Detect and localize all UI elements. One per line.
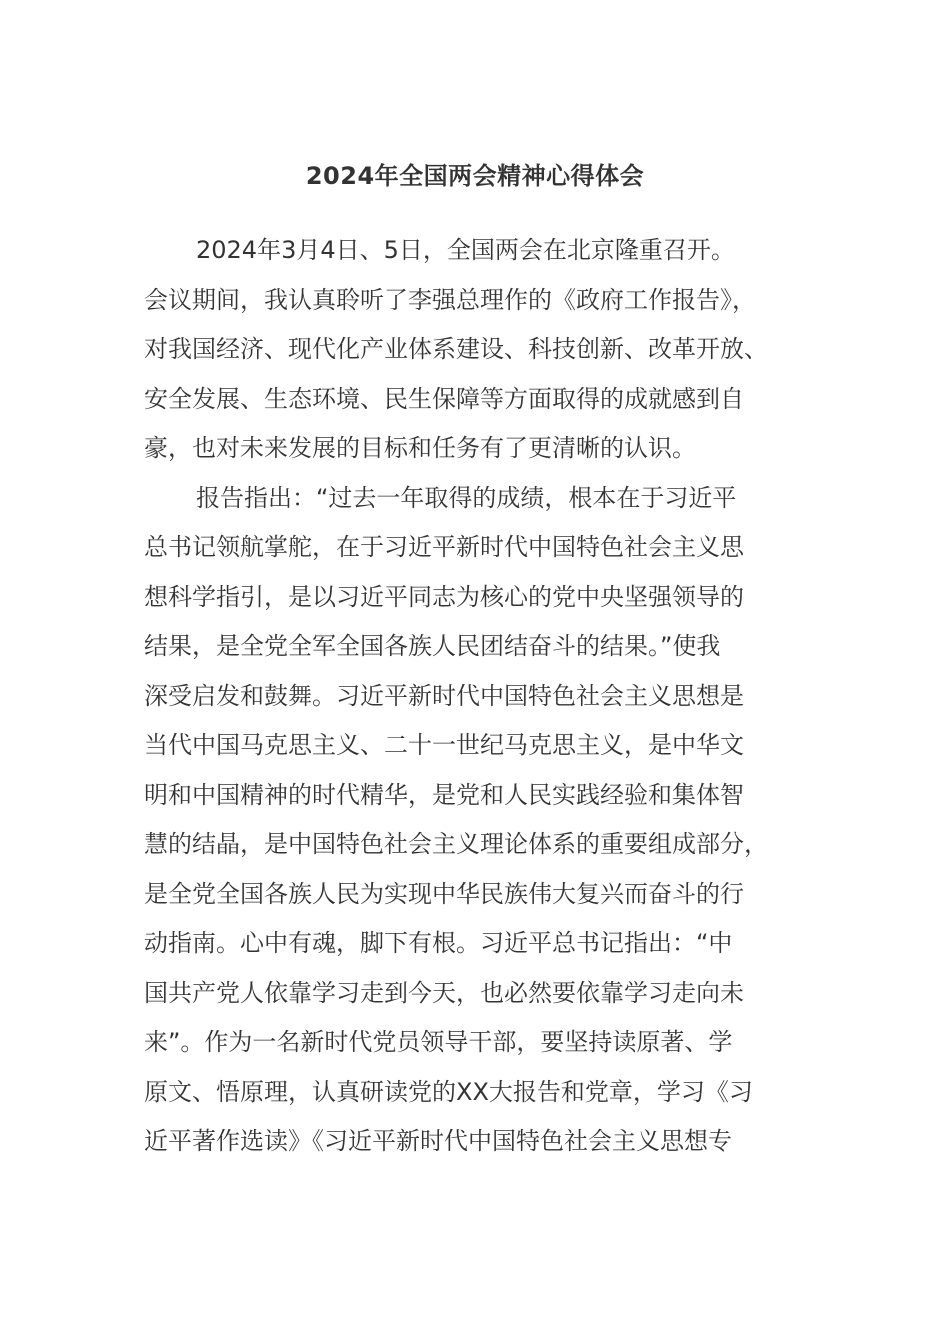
paragraph-line: 明和中国精神的时代精华，是党和人民实践经验和集体智 [144, 780, 744, 809]
paragraph-line: 总书记领航掌舵，在于习近平新时代中国特色社会主义思 [144, 533, 744, 561]
paragraph-line: 近平著作选读》《习近平新时代中国特色社会主义思想专 [144, 1127, 732, 1155]
paragraph-line: 安全发展、生态环境、民生保障等方面取得的成就感到自 [144, 384, 744, 413]
paragraph-line: 2024年3月4日、5日，全国两会在北京隆重召开。 [196, 236, 735, 264]
paragraph-line: 原文、悟原理，认真研读党的XX大报告和党章，学习《习 [144, 1077, 753, 1106]
paragraph-line: 结果，是全党全军全国各族人民团结奋斗的结果。”使我 [144, 632, 721, 660]
paragraph-line: 报告指出：“过去一年取得的成绩，根本在于习近平 [196, 483, 737, 512]
paragraph-2 [144, 474, 804, 1167]
paragraph-line: 是全党全国各族人民为实现中华民族伟大复兴而奋斗的行 [144, 879, 744, 908]
paragraph-line: 慧的结晶，是中国特色社会主义理论体系的重要组成部分， [144, 830, 768, 858]
document-body [144, 226, 804, 1167]
paragraph-line: 当代中国马克思主义、二十一世纪马克思主义，是中华文 [144, 731, 744, 759]
paragraph-line: 深受启发和鼓舞。习近平新时代中国特色社会主义思想是 [144, 681, 744, 710]
paragraph-line: 会议期间，我认真聆听了李强总理作的《政府工作报告》， [144, 285, 756, 314]
paragraph-line: 国共产党人依靠学习走到今天，也必然要依靠学习走向未 [144, 978, 744, 1007]
paragraph-line: 豪，也对未来发展的目标和任务有了更清晰的认识。 [144, 434, 696, 462]
paragraph-line: 想科学指引，是以习近平同志为核心的党中央坚强领导的 [144, 582, 744, 611]
paragraph-1 [144, 226, 804, 474]
document-title: 2024年全国两会精神心得体会 [305, 162, 645, 190]
paragraph-line: 对我国经济、现代化产业体系建设、科技创新、改革开放、 [144, 335, 768, 363]
paragraph-line: 动指南。心中有魂，脚下有根。习近平总书记指出：“中 [144, 929, 733, 957]
paragraph-line: 来”。作为一名新时代党员领导干部，要坚持读原著、学 [144, 1028, 733, 1056]
